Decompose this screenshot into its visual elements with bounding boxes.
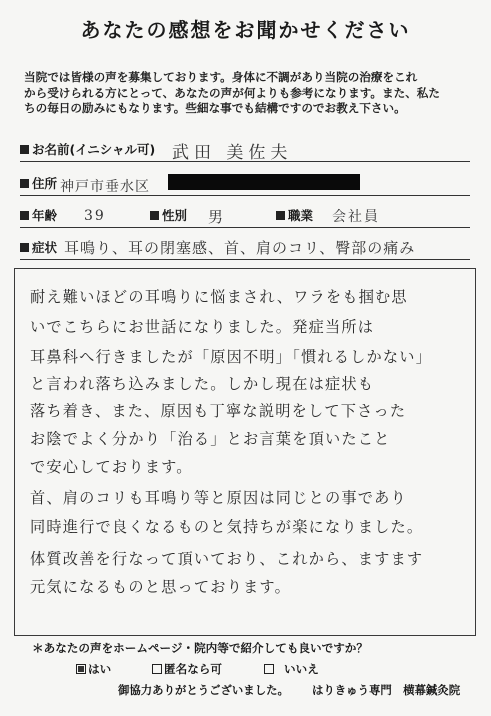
comment-line: 同時進行で良くなるものと気持ちが楽になりました。 bbox=[30, 518, 424, 536]
option-anonymous-label: 匿名なら可 bbox=[164, 662, 222, 676]
option-yes[interactable] bbox=[76, 661, 111, 677]
name-value: 武田 美佐夫 bbox=[172, 143, 293, 163]
comment-line: で安心しております。 bbox=[30, 458, 193, 476]
option-yes-label: はい bbox=[88, 662, 112, 676]
checkbox-checked-icon[interactable] bbox=[76, 664, 86, 674]
bullet-square-icon bbox=[20, 243, 29, 252]
symptom-label: 症状 bbox=[20, 238, 57, 256]
divider bbox=[20, 259, 470, 260]
page-title: あなたの感想をお聞かせください bbox=[80, 18, 411, 42]
bullet-square-icon bbox=[20, 145, 29, 154]
symptom-value: 耳鳴り、耳の閉塞感、首、肩のコリ、臀部の痛み bbox=[64, 239, 416, 257]
clinic-name: はりきゅう専門 横幕鍼灸院 bbox=[312, 683, 461, 697]
comment-line: と言われ落ち込みました。しかし現在は症状も bbox=[30, 375, 375, 393]
bullet-square-icon bbox=[20, 211, 29, 220]
comment-line: 首、肩のコリも耳鳴り等と原因は同じとの事であり bbox=[30, 489, 407, 507]
comment-line: いでこちらにお世話になりました。発症当所は bbox=[30, 318, 375, 336]
sex-label: 性別 bbox=[150, 206, 187, 224]
redaction-bar bbox=[168, 174, 360, 190]
name-label: お名前(イニシャル可) bbox=[20, 140, 155, 158]
comment-line: 落ち着き、また、原因も丁寧な説明をして下さった bbox=[30, 402, 407, 420]
comment-line: お陰でよく分かり「治る」とお言葉を頂いたこと bbox=[30, 430, 391, 448]
bullet-square-icon bbox=[276, 211, 285, 220]
profile-row bbox=[20, 202, 470, 228]
option-no[interactable] bbox=[264, 661, 319, 677]
intro-line: 当院では皆様の声を募集しております。身体に不調があり当院の治療をこれ bbox=[24, 70, 418, 84]
symptom-row bbox=[20, 234, 470, 260]
comment-line: 元気になるものと思っております。 bbox=[30, 578, 291, 596]
intro-text bbox=[24, 70, 474, 117]
option-no-label: いいえ bbox=[284, 662, 319, 676]
name-row bbox=[20, 136, 470, 162]
option-anonymous[interactable] bbox=[152, 661, 222, 677]
checkbox-icon[interactable] bbox=[264, 664, 274, 674]
consent-question: ＊あなたの声をホームページ・院内等で紹介しても良いですか？ bbox=[32, 641, 368, 655]
comment-line: 体質改善を行なって頂いており、これから、ますます bbox=[30, 550, 424, 568]
thanks-text: 御協力ありがとうございました。 bbox=[118, 683, 289, 697]
job-value: 会社員 bbox=[332, 209, 380, 225]
divider bbox=[20, 227, 470, 228]
divider bbox=[20, 161, 470, 162]
divider bbox=[20, 195, 470, 196]
intro-line: ちの毎日の励みにもなります。些細な事でも結構ですのでお教え下さい。 bbox=[24, 101, 406, 115]
comment-line: 耐え難いほどの耳鳴りに悩まされ、ワラをも掴む思 bbox=[30, 288, 408, 306]
job-label: 職業 bbox=[276, 206, 313, 224]
bullet-square-icon bbox=[20, 179, 29, 188]
age-value: 39 bbox=[84, 208, 106, 224]
bullet-square-icon bbox=[150, 211, 159, 220]
age-label: 年齢 bbox=[20, 206, 57, 224]
intro-line: から受けられる方にとって、あなたの声が何よりも参考になります。また、私た bbox=[24, 85, 440, 100]
checkbox-icon[interactable] bbox=[152, 664, 162, 674]
address-value: 神戸市垂水区 bbox=[60, 179, 150, 195]
sex-value: 男 bbox=[208, 208, 226, 226]
address-label: 住所 bbox=[20, 174, 57, 192]
address-row bbox=[20, 170, 470, 196]
comment-line: 耳鼻科へ行きましたが「原因不明」「慣れるしかない」 bbox=[30, 348, 433, 366]
